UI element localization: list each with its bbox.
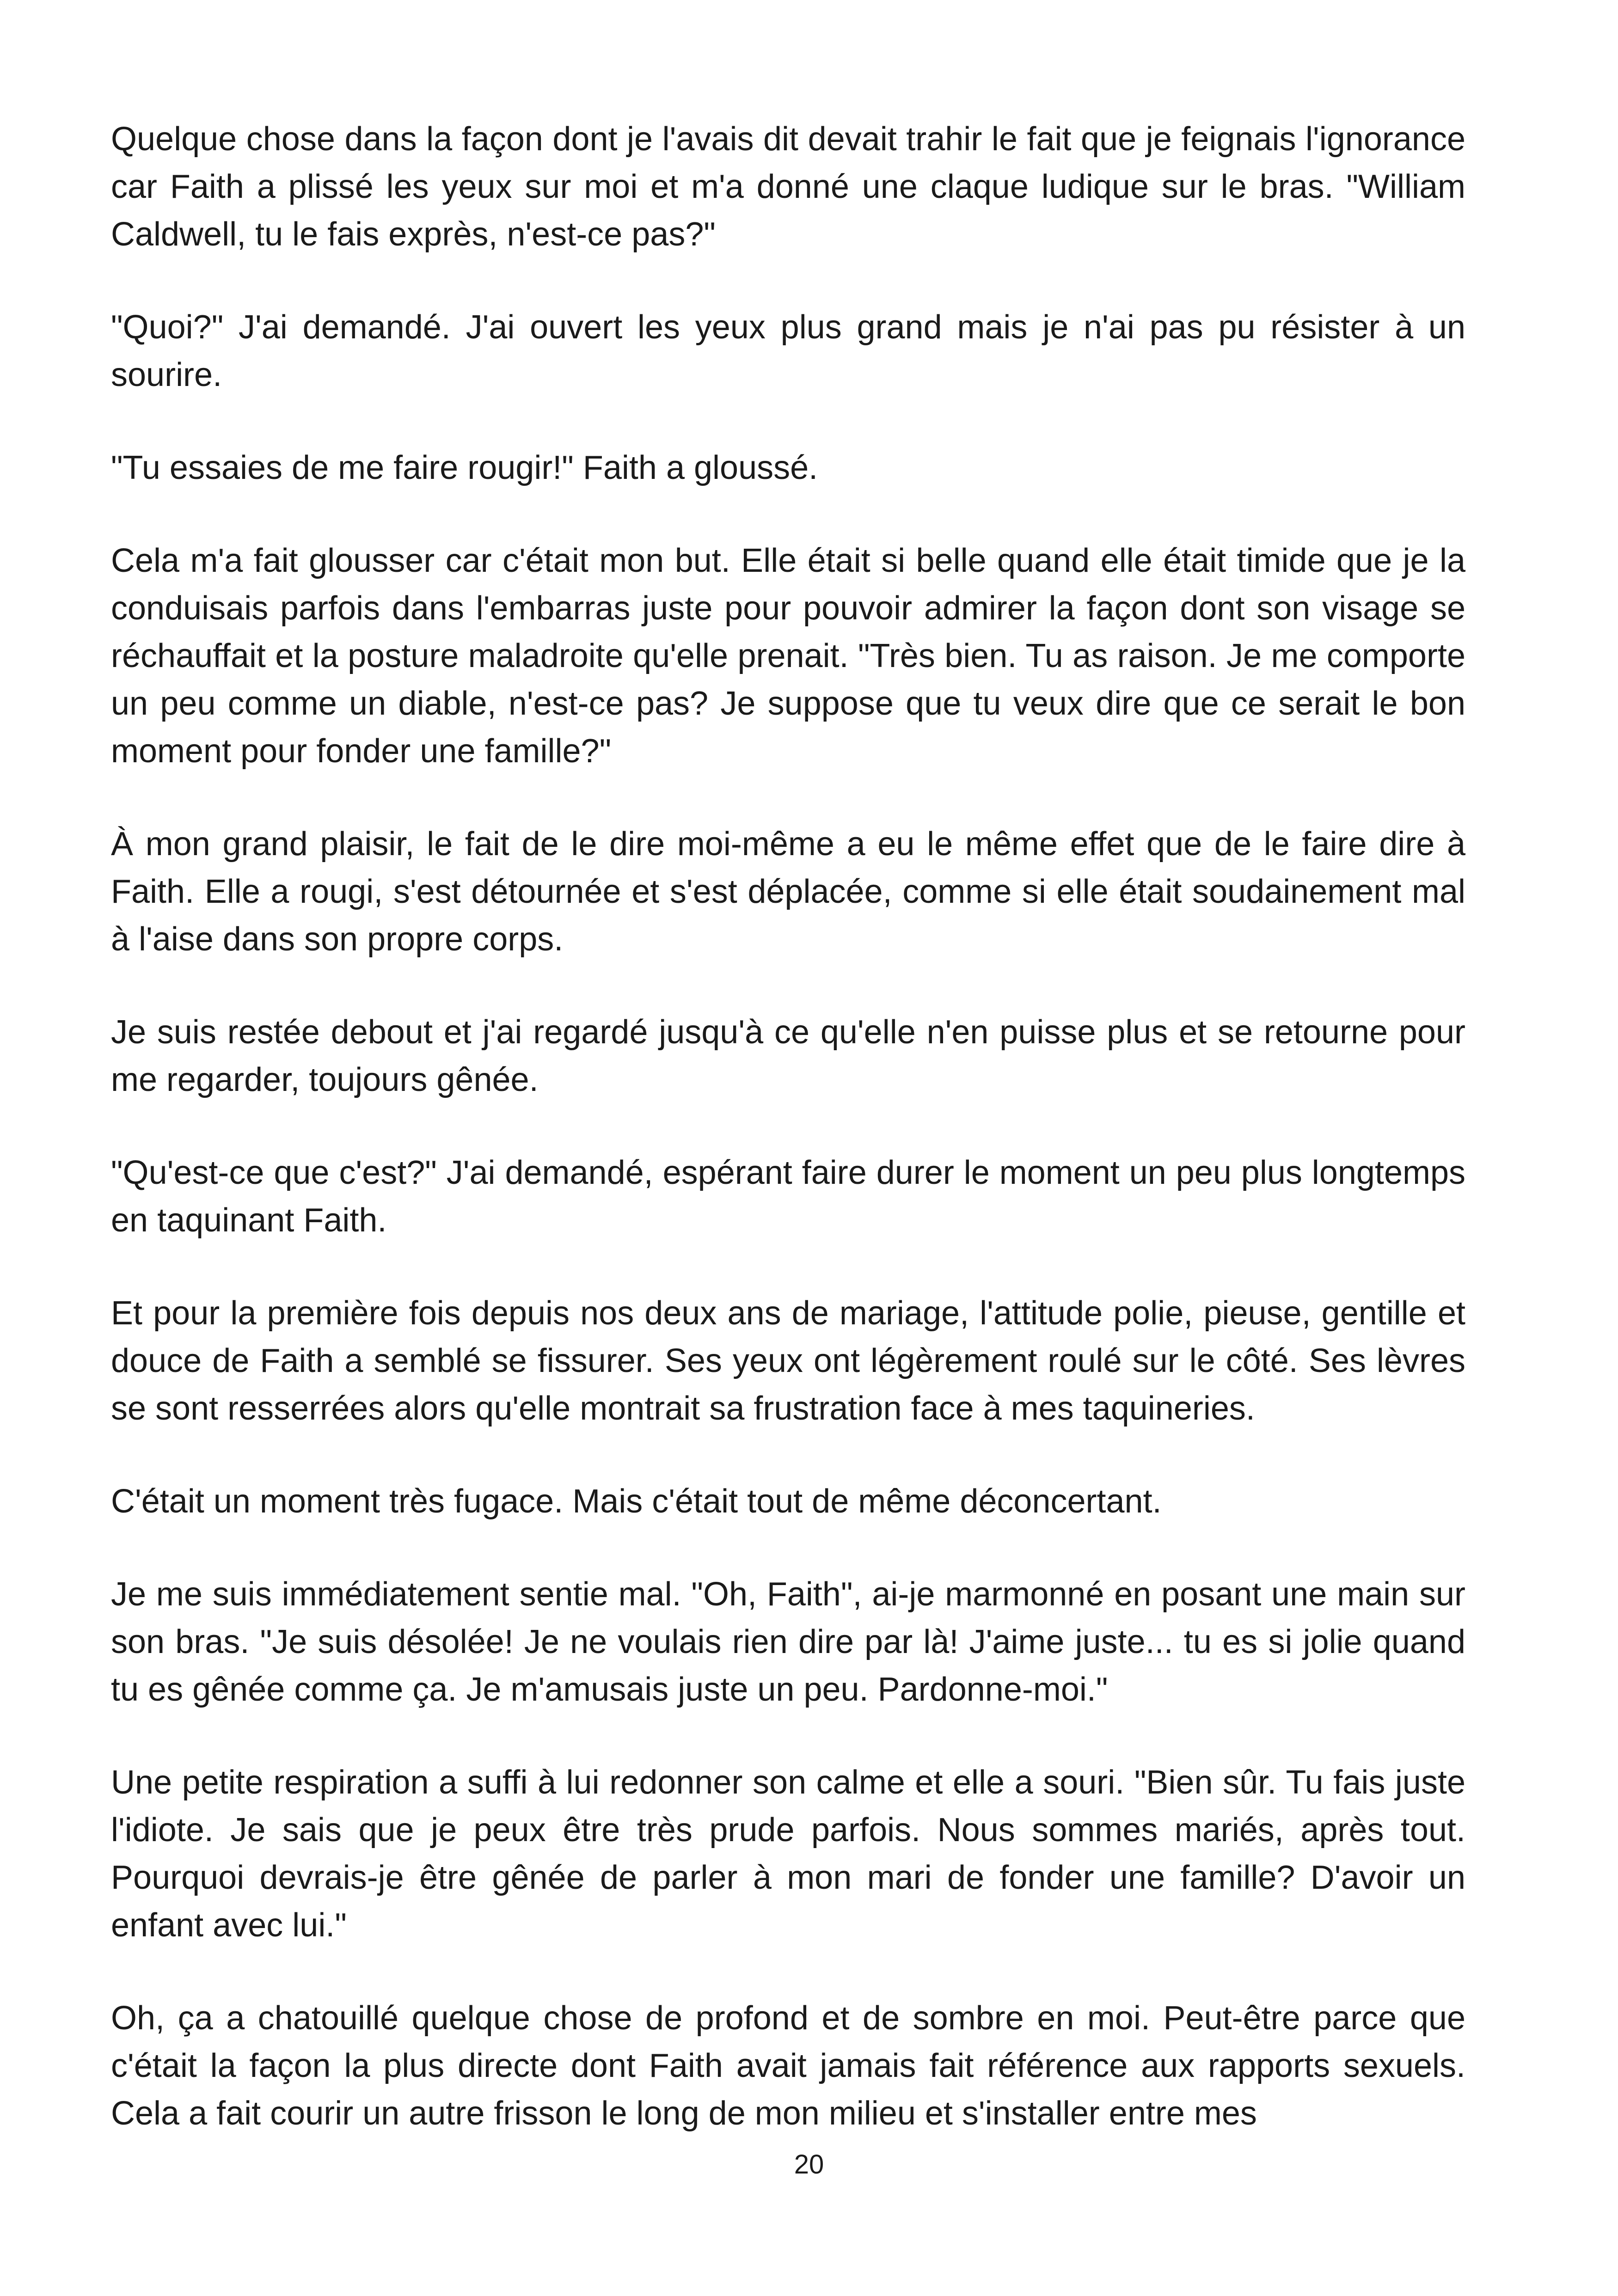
paragraph: Je me suis immédiatement sentie mal. "Oh, Faith", ai-je marmonné en posant une main sur son bras. "Je suis désolée! Je ne voulais rien dire par là! J'aime juste... tu es si jolie quand tu es gênée comme ça. Je m'amusais juste un peu. Pardonne-moi." bbox=[111, 1576, 1465, 1708]
paragraph: "Qu'est-ce que c'est?" J'ai demandé, espérant faire durer le moment un peu plus longtemps en taquinant Faith. bbox=[111, 1154, 1465, 1239]
paragraph: "Tu essaies de me faire rougir!" Faith a gloussé. bbox=[111, 449, 818, 486]
page-body bbox=[111, 116, 1465, 2137]
paragraph: Et pour la première fois depuis nos deux ans de mariage, l'attitude polie, pieuse, gentille et douce de Faith a semblé se fissurer. Ses yeux ont légèrement roulé sur le côté. Ses lèvres se sont resserrées alors qu'elle montrait sa frustration face à mes taquineries. bbox=[111, 1295, 1465, 1427]
paragraph: C'était un moment très fugace. Mais c'était tout de même déconcertant. bbox=[111, 1483, 1162, 1520]
paragraph: Cela m'a fait glousser car c'était mon but. Elle était si belle quand elle était timide que je la conduisais parfois dans l'embarras juste pour pouvoir admirer la façon dont son visage se réchauffait et la posture maladroite qu'elle prenait. "Très bien. Tu as raison. Je me comporte un peu comme un diable, n'est-ce pas? Je suppose que tu veux dire que ce serait le bon moment pour fonder une famille?" bbox=[111, 542, 1465, 770]
paragraph: À mon grand plaisir, le fait de le dire moi-même a eu le même effet que de le faire dire à Faith. Elle a rougi, s'est détournée et s'est déplacée, comme si elle était soudainement mal à l'aise dans son propre corps. bbox=[111, 826, 1465, 958]
paragraph: Une petite respiration a suffi à lui redonner son calme et elle a souri. "Bien sûr. Tu fais juste l'idiote. Je sais que je peux être très prude parfois. Nous sommes mariés, après tout. Pourquoi devrais-je être gênée de parler à mon mari de fonder une famille? D'avoir un enfant avec lui." bbox=[111, 1764, 1465, 1944]
paragraph: Oh, ça a chatouillé quelque chose de profond et de sombre en moi. Peut-être parce que c'était la façon la plus directe dont Faith avait jamais fait référence aux rapports sexuels. Cela a fait courir un autre frisson le long de mon milieu et s'installer entre mes bbox=[111, 2000, 1465, 2132]
page-number: 20 bbox=[794, 2149, 824, 2180]
paragraph: Quelque chose dans la façon dont je l'avais dit devait trahir le fait que je feignais l'ignorance car Faith a plissé les yeux sur moi et m'a donné une claque ludique sur le bras. "William Caldwell, tu le fais exprès, n'est-ce pas?" bbox=[111, 121, 1465, 253]
paragraph: Je suis restée debout et j'ai regardé jusqu'à ce qu'elle n'en puisse plus et se retourne pour me regarder, toujours gênée. bbox=[111, 1014, 1465, 1098]
paragraph: "Quoi?" J'ai demandé. J'ai ouvert les yeux plus grand mais je n'ai pas pu résister à un sourire. bbox=[111, 309, 1465, 393]
